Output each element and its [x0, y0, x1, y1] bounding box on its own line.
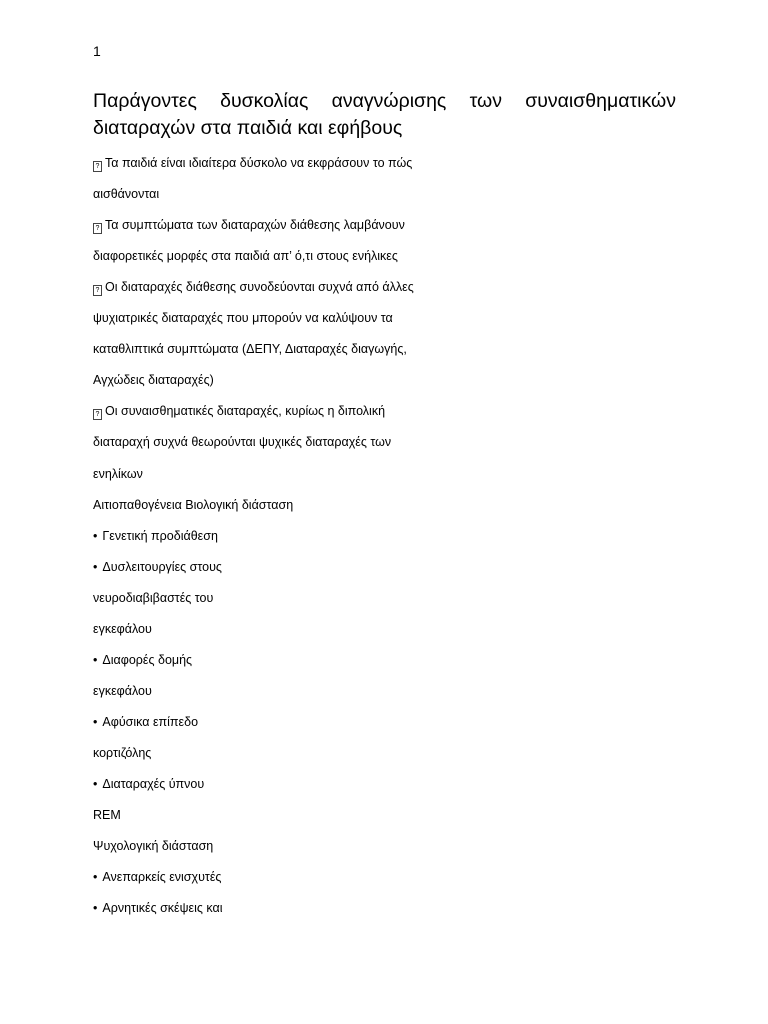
text-line — [93, 372, 214, 388]
text-line — [93, 466, 143, 482]
line-text: Τα συμπτώματα των διαταραχών διάθεσης λαμβάνουν — [105, 218, 405, 232]
line-text: REM — [93, 808, 121, 822]
text-line — [93, 155, 412, 172]
line-text: Ανεπαρκείς ενισχυτές — [102, 870, 222, 884]
heading-word: αναγνώρισης — [331, 90, 447, 112]
text-line — [93, 900, 222, 916]
line-text: Διαφορές δομής — [102, 653, 193, 667]
missing-glyph-icon: ? — [93, 285, 102, 296]
line-text: Γενετική προδιάθεση — [102, 529, 218, 543]
text-line — [93, 559, 222, 575]
line-text: εγκεφάλου — [93, 622, 152, 636]
heading-line-2: διαταραχών στα παιδιά και εφήβους — [93, 117, 403, 139]
line-text: Αρνητικές σκέψεις και — [102, 901, 223, 915]
line-text: αισθάνονται — [93, 187, 160, 201]
line-text: Αιτιοπαθογένεια Βιολογική διάσταση — [93, 498, 294, 512]
text-line — [93, 310, 393, 326]
text-line — [93, 434, 391, 450]
text-line — [93, 186, 159, 202]
bullet-icon: • — [93, 529, 98, 543]
line-text: Αφύσικα επίπεδο — [102, 715, 199, 729]
bullet-icon: • — [93, 715, 98, 729]
heading-word: Παράγοντες — [93, 90, 197, 112]
bullet-icon: • — [93, 901, 98, 915]
line-text: κορτιζόλης — [93, 746, 152, 760]
bullet-icon: • — [93, 870, 98, 884]
heading-word: δυσκολίας — [220, 90, 309, 112]
text-line — [93, 279, 414, 296]
text-line — [93, 714, 198, 730]
text-line — [93, 403, 385, 420]
missing-glyph-icon: ? — [93, 223, 102, 234]
document-heading — [93, 88, 676, 142]
heading-word: των — [469, 90, 502, 112]
missing-glyph-icon: ? — [93, 161, 102, 172]
line-text: νευροδιαβιβαστές του — [93, 591, 214, 605]
text-line — [93, 497, 293, 513]
text-line — [93, 807, 121, 823]
text-line — [93, 838, 213, 854]
text-line — [93, 590, 213, 606]
text-line — [93, 248, 398, 264]
bullet-icon: • — [93, 777, 98, 791]
line-text: εγκεφάλου — [93, 684, 152, 698]
line-text: καταθλιπτικά συμπτώματα (ΔΕΠΥ, Διαταραχές διαγωγής, — [93, 342, 407, 356]
text-line — [93, 683, 152, 699]
text-line — [93, 341, 407, 357]
missing-glyph-icon: ? — [93, 409, 102, 420]
line-text: διαταραχή συχνά θεωρούνται ψυχικές διαταραχές των — [93, 435, 392, 449]
line-text: Αγχώδεις διαταραχές) — [93, 373, 214, 387]
text-line — [93, 528, 218, 544]
text-line — [93, 869, 221, 885]
bullet-icon: • — [93, 560, 98, 574]
line-text: ψυχιατρικές διαταραχές που μπορούν να καλύψουν τα — [93, 311, 393, 325]
bullet-icon: • — [93, 653, 98, 667]
text-line — [93, 776, 204, 792]
line-text: ενηλίκων — [93, 467, 143, 481]
text-line — [93, 217, 405, 234]
page-number: 1 — [93, 43, 101, 59]
line-text: διαφορετικές μορφές στα παιδιά απ’ ό,τι στους ενήλικες — [93, 249, 398, 263]
line-text: Τα παιδιά είναι ιδιαίτερα δύσκολο να εκφράσουν το πώς — [105, 156, 413, 170]
heading-word: συναισθηματικών — [525, 90, 676, 112]
line-text: Διαταραχές ύπνου — [102, 777, 205, 791]
line-text: Δυσλειτουργίες στους — [102, 560, 222, 574]
line-text: Οι συναισθηματικές διαταραχές, κυρίως η διπολική — [105, 404, 386, 418]
line-text: Οι διαταραχές διάθεσης συνοδεύονται συχνά από άλλες — [105, 280, 414, 294]
text-line — [93, 621, 152, 637]
line-text: Ψυχολογική διάσταση — [93, 839, 214, 853]
text-line — [93, 745, 151, 761]
text-line — [93, 652, 192, 668]
heading-line-1 — [93, 88, 676, 115]
